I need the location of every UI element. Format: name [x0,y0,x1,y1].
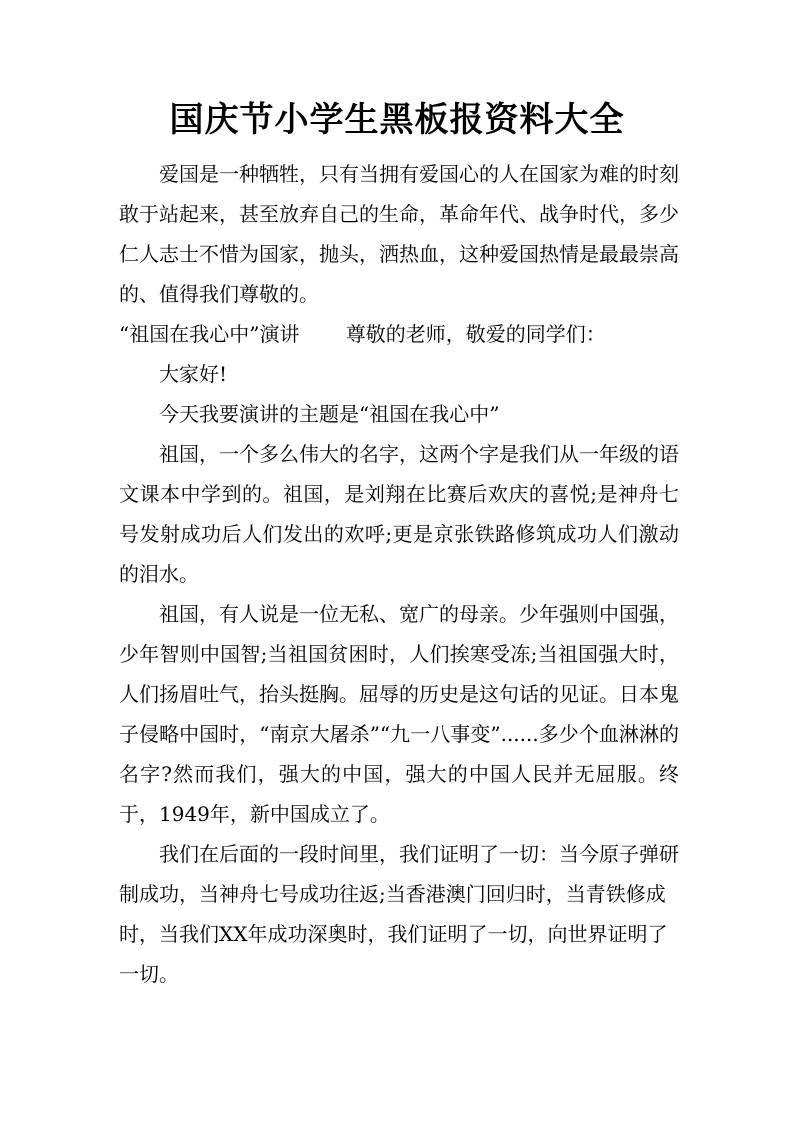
paragraph-speech-heading: “祖国在我心中”演讲 尊敬的老师，敬爱的同学们： [119,322,606,346]
document-title: 国庆节小学生黑板报资料大全 [169,100,625,140]
paragraph-topic: 今天我要演讲的主题是“祖国在我心中” [159,402,500,426]
document-body [119,154,679,994]
paragraph-proof: 我们在后面的一段时间里，我们证明了一切：当今原子弹研制成功，当神舟七号成功往返;当香港澳门回归时，当青铁修成时，当我们XX年成功深奥时，我们证明了一切，向世界证明了一切。 [119,842,679,986]
paragraph-motherland-mother: 祖国，有人说是一位无私、宽广的母亲。少年强则中国强，少年智则中国智;当祖国贫困时，人们挨寒受冻;当祖国强大时，人们扬眉吐气，抬头挺胸。屈辱的历史是这句话的见证。日本鬼子侵略中国时，“南京大屠杀”“九一八事变”......多少个血淋淋的名字?然而我们，强大的中国，强大的中国人民并无屈服。终于，1949年，新中国成立了。 [119,602,679,826]
paragraph-patriotism: 爱国是一种牺牲，只有当拥有爱国心的人在国家为难的时刻敢于站起来，甚至放弃自己的生命，革命年代、战争时代，多少仁人志士不惜为国家，抛头，洒热血，这种爱国热情是最最崇高的、值得我们尊敬的。 [119,162,679,306]
paragraph-motherland-name: 祖国，一个多么伟大的名字，这两个字是我们从一年级的语文课本中学到的。祖国，是刘翔在比赛后欢庆的喜悦;是神舟七号发射成功后人们发出的欢呼;更是京张铁路修筑成功人们激动的泪水。 [119,442,679,586]
paragraph-greeting: 大家好! [159,362,228,386]
